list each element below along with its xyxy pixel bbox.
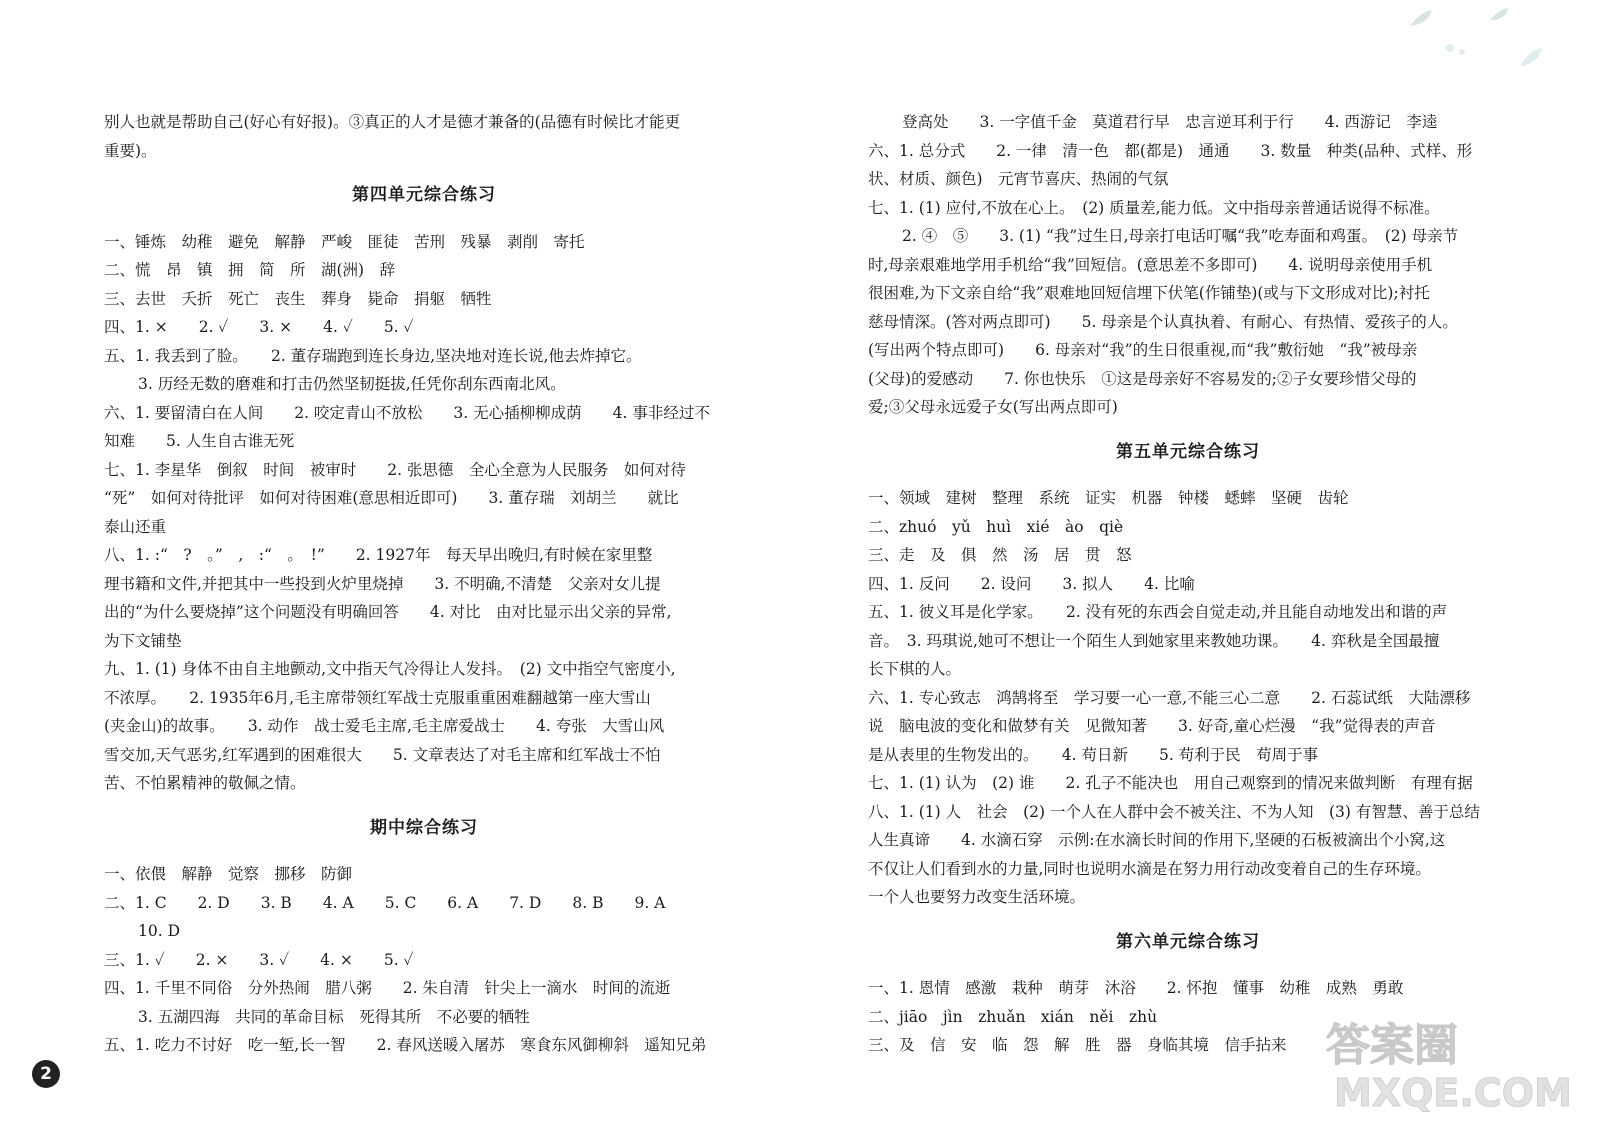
answer-line: 五、1. 吃力不讨好 吃一堑,长一智 2. 春风送暖入屠苏 寒食东风御柳斜 遥知兄弟 (104, 1036, 707, 1054)
answer-line: 三、去世 夭折 死亡 丧生 葬身 毙命 捐躯 牺牲 (104, 289, 492, 308)
page-number: 2 (32, 1060, 60, 1088)
answer-line: 一、锤炼 幼稚 避免 解静 严峻 匪徒 苦刑 残暴 剥削 寄托 (104, 232, 585, 251)
answer-line: 三、及 信 安 临 怨 解 胜 器 身临其境 信手拈来 (868, 1036, 1287, 1054)
answer-line: 为下文铺垫 (104, 631, 182, 650)
watermark-site: MXQE.COM (1334, 1071, 1572, 1115)
answer-line: 慈母情深。(答对两点即可) 5. 母亲是个认真执着、有耐心、有热情、爱孩子的人。 (868, 312, 1458, 331)
answer-line: 七、1. 李星华 倒叙 时间 被审时 2. 张思德 全心全意为人民服务 如何对待 (104, 460, 686, 479)
answer-line: 二、zhuó yǔ huì xié ào qiè (868, 517, 1124, 536)
answer-line: 八、1. (1) 人 社会 (2) 一个人在人群中会不被关注、不为人知 (3) 有智慧、善于总结 (868, 802, 1480, 821)
answer-line: 出的“为什么要烧掉”这个问题没有明确回答 4. 对比 由对比显示出父亲的异常, (104, 603, 672, 621)
answer-line: 状、材质、颜色) 元宵节喜庆、热闹的气氛 (868, 170, 1169, 188)
answer-line: 很困难,为下文亲自给“我”艰难地回短信埋下伏笔(作铺垫)(或与下文形成对比);衬托 (868, 284, 1430, 302)
answer-line: 泰山还重 (104, 517, 167, 536)
answer-line: 五、1. 我丢到了脸。 2. 董存瑞跑到连长身边,坚决地对连长说,他去炸掉它。 (104, 346, 642, 365)
answer-line: 3. 五湖四海 共同的革命目标 死得其所 不必要的牺牲 (138, 1007, 530, 1026)
answer-line: 七、1. (1) 应付,不放在心上。 (2) 质量差,能力低。文中指母亲普通话说得不标准。 (868, 198, 1440, 217)
answer-line: 3. 历经无数的磨难和打击仍然坚韧挺拔,任凭你刮东西南北风。 (138, 375, 566, 393)
answer-line: 四、1. 千里不同俗 分外热闹 腊八粥 2. 朱自清 针尖上一滴水 时间的流逝 (104, 979, 671, 997)
answer-line: 理书籍和文件,并把其中一些投到火炉里烧掉 3. 不明确,不清楚 父亲对女儿提 (104, 574, 661, 593)
leaf-decoration-icon (1380, 6, 1580, 86)
answer-line: 六、1. 专心致志 鸿鹄将至 学习要一心一意,不能三心二意 2. 石蕊试纸 大陆漂移 (868, 688, 1471, 707)
answer-line: 重要)。 (104, 141, 157, 160)
answer-line: 是从表里的生物发出的。 4. 苟日新 5. 苟利于民 苟周于事 (868, 745, 1319, 764)
left-column (104, 108, 744, 1060)
answer-line: 六、1. 要留清白在人间 2. 咬定青山不放松 3. 无心插柳柳成荫 4. 事非经过不 (104, 403, 710, 422)
section-heading: 期中综合练习 (370, 817, 478, 838)
answer-line: 三、走 及 俱 然 汤 居 贯 怒 (868, 546, 1132, 564)
answer-line: 说 脑电波的变化和做梦有关 见微知著 3. 好奇,童心烂漫 “我”觉得表的声音 (868, 717, 1436, 735)
answer-line: 长下棋的人。 (868, 660, 962, 678)
answer-line: “死” 如何对待批评 如何对待困难(意思相近即可) 3. 董存瑞 刘胡兰 就比 (104, 489, 679, 507)
answer-line: 二、慌 昂 镇 拥 简 所 湖(洲) 辞 (104, 261, 396, 279)
answer-line: 不仅让人们看到水的力量,同时也说明水滴是在努力用行动改变着自己的生存环境。 (868, 859, 1431, 878)
answer-line: 六、1. 总分式 2. 一律 清一色 都(都是) 通通 3. 数量 种类(品种、式样、形 (868, 141, 1473, 160)
answer-line: 八、1. :“ ? 。” , :“ 。 !” 2. 1927年 每天早出晚归,有时候在家里整 (104, 546, 653, 564)
answer-line: 不浓厚。 2. 1935年6月,毛主席带领红军战士克服重重困难翻越第一座大雪山 (104, 688, 651, 707)
answer-line: 苦、不怕累精神的敬佩之情。 (104, 774, 306, 792)
section-heading: 第四单元综合练习 (352, 185, 496, 205)
answer-line: 2. ④ ⑤ 3. (1) “我”过生日,母亲打电话叮嘱“我”吃寿面和鸡蛋。 (2) 母亲节 (902, 227, 1459, 245)
answer-line: 二、jiāo jìn zhuǎn xián něi zhù (868, 1007, 1158, 1026)
watermark-brand: 答案圈 (1326, 1020, 1458, 1071)
answer-line: 四、1. × 2. ✓ 3. × 4. ✓ 5. ✓ (104, 318, 414, 336)
answer-line: 人生真谛 4. 水滴石穿 示例:在水滴长时间的作用下,坚硬的石板被滴出个小窝,这 (868, 831, 1446, 849)
answer-line: 四、1. 反问 2. 设问 3. 拟人 4. 比喻 (868, 574, 1195, 593)
answer-line: 五、1. 彼义耳是化学家。 2. 没有死的东西会自觉走动,并且能自动地发出和谐的声 (868, 603, 1448, 621)
answer-line: 别人也就是帮助自己(好心有好报)。③真正的人才是德才兼备的(品德有时候比才能更 (104, 113, 681, 131)
answer-line: 三、1. ✓ 2. × 3. ✓ 4. × 5. ✓ (104, 950, 414, 969)
answer-line: 一、1. 恩情 感激 栽种 萌芽 沐浴 2. 怀抱 懂事 幼稚 成熟 勇敢 (868, 979, 1404, 997)
answer-line: 时,母亲艰难地学用手机给“我”回短信。(意思差不多即可) 4. 说明母亲使用手机 (868, 255, 1433, 274)
answer-line: 九、1. (1) 身体不由自主地颤动,文中指天气冷得让人发抖。 (2) 文中指空气密度小, (104, 660, 676, 678)
answer-line: 雪交加,天气恶劣,红军遇到的困难很大 5. 文章表达了对毛主席和红军战士不怕 (104, 745, 661, 764)
answer-line: (写出两个特点即可) 6. 母亲对“我”的生日很重视,而“我”敷衍她 “我”被母亲 (868, 341, 1418, 359)
answer-line: 一、领域 建树 整理 系统 证实 机器 钟楼 蟋蟀 坚硬 齿轮 (868, 489, 1349, 507)
answer-line: 登高处 3. 一字值千金 莫道君行早 忠言逆耳利于行 4. 西游记 李逵 (902, 113, 1438, 131)
answer-line: 七、1. (1) 认为 (2) 谁 2. 孔子不能决也 用自己观察到的情况来做判断 有理有据 (868, 774, 1473, 792)
answer-line: 音。 3. 玛琪说,她可不想让一个陌生人到她家里来教她功课。 4. 弈秋是全国最擅 (868, 631, 1440, 650)
answer-line: 一、依偎 解静 觉察 挪移 防御 (104, 865, 353, 883)
answer-line: 爱;③父母永远爱子女(写出两点即可) (868, 398, 1118, 416)
answer-line: 一个人也要努力改变生活环境。 (868, 888, 1086, 906)
right-page (800, 0, 1600, 1122)
answer-line: 二、1. C 2. D 3. B 4. A 5. C 6. A 7. D 8. B 9. A (104, 893, 666, 912)
right-column (868, 108, 1508, 1060)
watermark-logo (1312, 1010, 1592, 1118)
answer-line: 10. D (138, 922, 181, 940)
answer-line: (父母)的爱感动 7. 你也快乐 ①这是母亲好不容易发的;②子女要珍惜父母的 (868, 369, 1417, 388)
section-heading: 第六单元综合练习 (1116, 931, 1260, 952)
answer-line: 知难 5. 人生自古谁无死 (104, 432, 295, 450)
section-heading: 第五单元综合练习 (1116, 441, 1260, 462)
answer-line: (夹金山)的故事。 3. 动作 战士爱毛主席,毛主席爱战士 4. 夸张 大雪山风 (104, 717, 665, 735)
